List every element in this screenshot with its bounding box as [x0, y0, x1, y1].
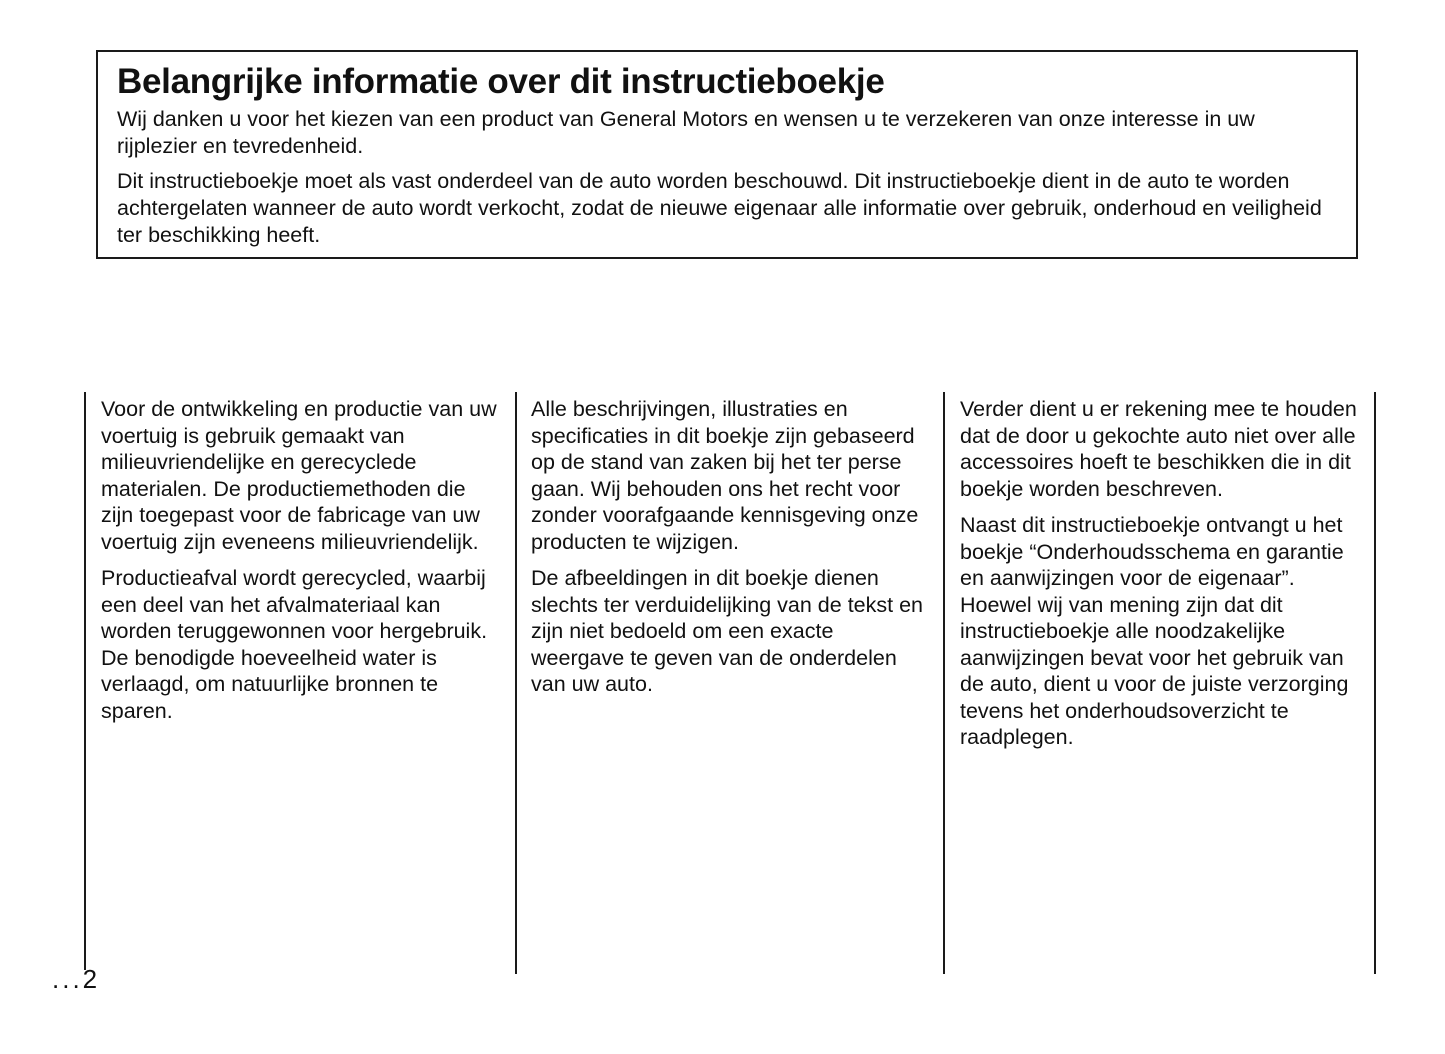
text-column-3 — [960, 396, 1360, 761]
info-title: Belangrijke informatie over dit instructieboekje — [117, 62, 885, 101]
column-3-paragraph-2: Naast dit instructieboekje ontvangt u het boekje “Onderhoudsschema en garantie en aanwijzingen voor de eigenaar”. Hoewel wij van mening zijn dat dit instructieboekje alle noodzakelijke aanwijzingen bevat voor het gebruik van de auto, dient u voor de juiste verzorging tevens het onderhoudsoverzicht te raadplegen. — [960, 513, 1349, 749]
page-number: ...2 — [52, 964, 101, 994]
important-info-box — [96, 50, 1358, 259]
text-column-1 — [101, 396, 501, 734]
column-2-paragraph-1: Alle beschrijvingen, illustraties en specificaties in dit boekje zijn gebaseerd op de stand van zaken bij het ter perse gaan. Wij behouden ons het recht voor zonder voorafgaande kennisgeving onze producten te wijzigen. — [531, 397, 919, 554]
column-rule-left — [84, 392, 86, 970]
column-2-paragraph-2: De afbeeldingen in dit boekje dienen slechts ter verduidelijking van de tekst en zijn niet bedoeld om een exacte weergave te geven van de onderdelen van uw auto. — [531, 566, 923, 696]
column-3-paragraph-1: Verder dient u er rekening mee te houden dat de door u gekochte auto niet over alle accessoires hoeft te beschikken die in dit boekje worden beschreven. — [960, 397, 1357, 501]
text-column-2 — [531, 396, 931, 708]
column-rule-1 — [515, 392, 517, 974]
column-rule-right — [1374, 392, 1376, 974]
column-1-paragraph-2: Productieafval wordt gerecycled, waarbij een deel van het afvalmateriaal kan worden teruggewonnen voor hergebruik. De benodigde hoeveelheid water is verlaagd, om natuurlijke bronnen te sparen. — [101, 566, 488, 723]
column-1-paragraph-1: Voor de ontwikkeling en productie van uw voertuig is gebruik gemaakt van milieuvriendelijke en gerecyclede materialen. De productiemethoden die zijn toegepast voor de fabricage van uw voertuig zijn eveneens milieuvriendelijk. — [101, 397, 497, 554]
info-paragraph-2: Dit instructieboekje moet als vast onderdeel van de auto worden beschouwd. Dit instructieboekje dient in de auto te worden achtergelaten wanneer de auto wordt verkocht, zodat de nieuwe eigenaar alle informatie over gebruik, onderhoud en veiligheid ter beschikking heeft. — [117, 169, 1322, 247]
info-paragraph-1: Wij danken u voor het kiezen van een product van General Motors en wensen u te verzekeren van onze interesse in uw rijplezier en tevredenheid. — [117, 107, 1255, 158]
column-rule-2 — [943, 392, 945, 974]
